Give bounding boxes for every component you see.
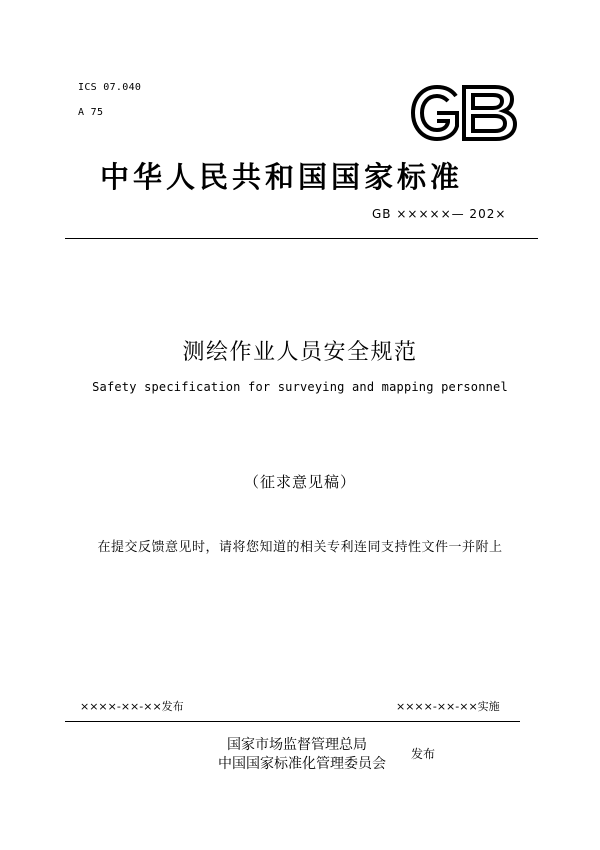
classification-code: A 75	[78, 107, 104, 118]
implementation-date: ××××-××-××实施	[396, 700, 500, 713]
draft-label: （征求意见稿）	[243, 473, 356, 491]
publisher-samr: 国家市场监督管理总局	[227, 737, 367, 753]
document-title-chinese: 测绘作业人员安全规范	[182, 340, 418, 365]
publisher-sac: 中国国家标准化管理委员会	[218, 756, 386, 772]
ics-code: ICS 07.040	[78, 82, 142, 93]
document-title-english: Safety specification for surveying and mapping personnel	[92, 380, 508, 394]
national-standard-title: 中华人民共和国国家标准	[100, 160, 464, 194]
standard-number: GB ×××××— 202×	[372, 207, 507, 221]
issue-date: ××××-××-××发布	[80, 700, 184, 713]
footer-divider	[65, 721, 520, 722]
publish-label: 发布	[411, 747, 436, 761]
patent-notice: 在提交反馈意见时，请将您知道的相关专利连同支持性文件一并附上	[97, 540, 503, 555]
header-divider	[65, 238, 538, 239]
gb-logo	[410, 84, 518, 142]
publisher-block	[0, 736, 600, 774]
